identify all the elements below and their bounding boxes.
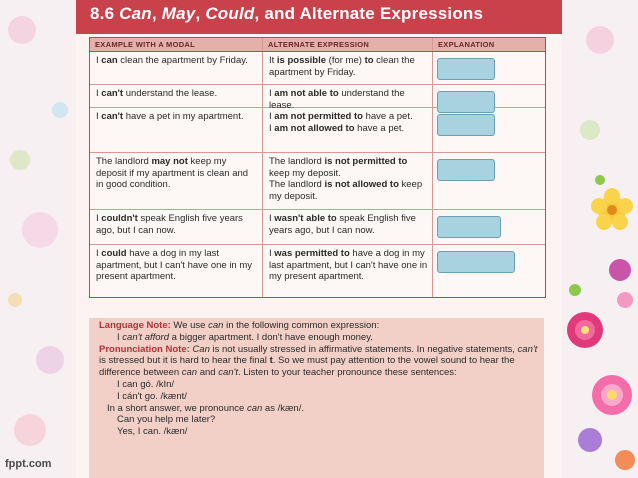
language-note-label: Language Note: [99,320,171,331]
modal-example-cell: I can clean the apartment by Friday. [96,55,248,66]
table-body [90,52,545,297]
table-row [90,85,545,111]
explanation-cell [432,245,545,297]
column-header-alternate: ALTERNATE EXPRESSION [262,38,432,51]
notes-section [89,318,544,478]
flower-decoration-right [567,26,635,470]
table-row [90,153,545,210]
alternate-expression-cell: I wasn't able to speak English five years ago, but I can now. [262,210,432,244]
column-header-explanation: EXPLANATION [432,38,545,51]
flower-decoration-left [8,16,68,446]
alternate-expression-cell: I am not permitted to have a pet. I am not allowed to have a pet. [262,108,432,152]
pronunciation-note: Pronunciation Note: Can is not usually stressed in affirmative statements. In negative statements, can't is stressed but it is hard to hear the final t. So we must pay attention to the vowel sound to hear the difference between can and can't. Listen to your teacher pronounce these sentences: [99,343,538,379]
section-header [76,0,562,34]
explanation-answer-box[interactable] [437,159,495,181]
explanation-cell [432,210,545,244]
modal-example-cell: The landlord may not keep my deposit if my apartment is clean and in good condition. [96,156,249,191]
pronunciation-note-label: Pronunciation Note: [99,343,190,355]
short-answer-note: In a short answer, we pronounce can as /kæn/. [107,402,304,414]
modal-could: Could [205,4,255,23]
explanation-answer-box[interactable] [437,251,515,273]
modal-example-cell: I can't have a pet in my apartment. [96,111,244,122]
table-row [90,245,545,297]
explanation-cell [432,52,545,84]
title-suffix: and Alternate Expressions [264,4,484,23]
modal-example-cell: I can't understand the lease. [96,88,218,99]
column-header-modal: EXAMPLE WITH A MODAL [95,40,196,49]
explanation-cell [432,153,545,209]
alternate-expression-cell: I am not able to understand the lease. [262,85,432,107]
modal-example-cell: I couldn't speak English five years ago, but I can now. [96,213,243,236]
table-header [90,38,545,52]
pronunciation-example-1: I can gó. /kIn/ [117,378,175,390]
alternate-expression-cell: I was permitted to have a dog in my last apartment, but I can't have one in my present apartment. [262,245,432,297]
alternate-expression-cell: It is possible (for me) to clean the apartment by Friday. [262,52,432,84]
section-number: 8.6 [90,4,115,23]
footer-site-link[interactable]: fppt.com [5,458,52,470]
modal-can: Can [119,4,152,23]
table-row [90,210,545,245]
modal-example-cell: I could have a dog in my last apartment, but I can't have one in my present apartment. [96,248,253,283]
explanation-answer-box[interactable] [437,114,495,136]
modal-table [89,37,546,298]
language-note: Language Note: We use can in the following common expression: [99,320,380,331]
table-row [90,108,545,153]
explanation-cell [432,108,545,152]
explanation-cell [432,85,545,107]
explanation-answer-box[interactable] [437,216,501,238]
modal-may: May [161,4,196,23]
pronunciation-example-4: Yes, I can. /kæn/ [117,426,188,438]
table-row [90,52,545,85]
textbook-page [76,0,562,478]
section-title: 8.6 Can, May, Could, and Alternate Expressions [90,4,484,23]
alternate-expression-cell: The landlord is not permitted to keep my deposit. The landlord is not allowed to keep my deposit. [262,153,432,209]
pronunciation-example-2: I cán't go. /kænt/ [117,390,187,402]
explanation-answer-box[interactable] [437,58,495,80]
pronunciation-example-3: Can you help me later? [117,414,216,426]
language-note-example: I can't afford a bigger apartment. I don't have enough money. [117,331,373,343]
